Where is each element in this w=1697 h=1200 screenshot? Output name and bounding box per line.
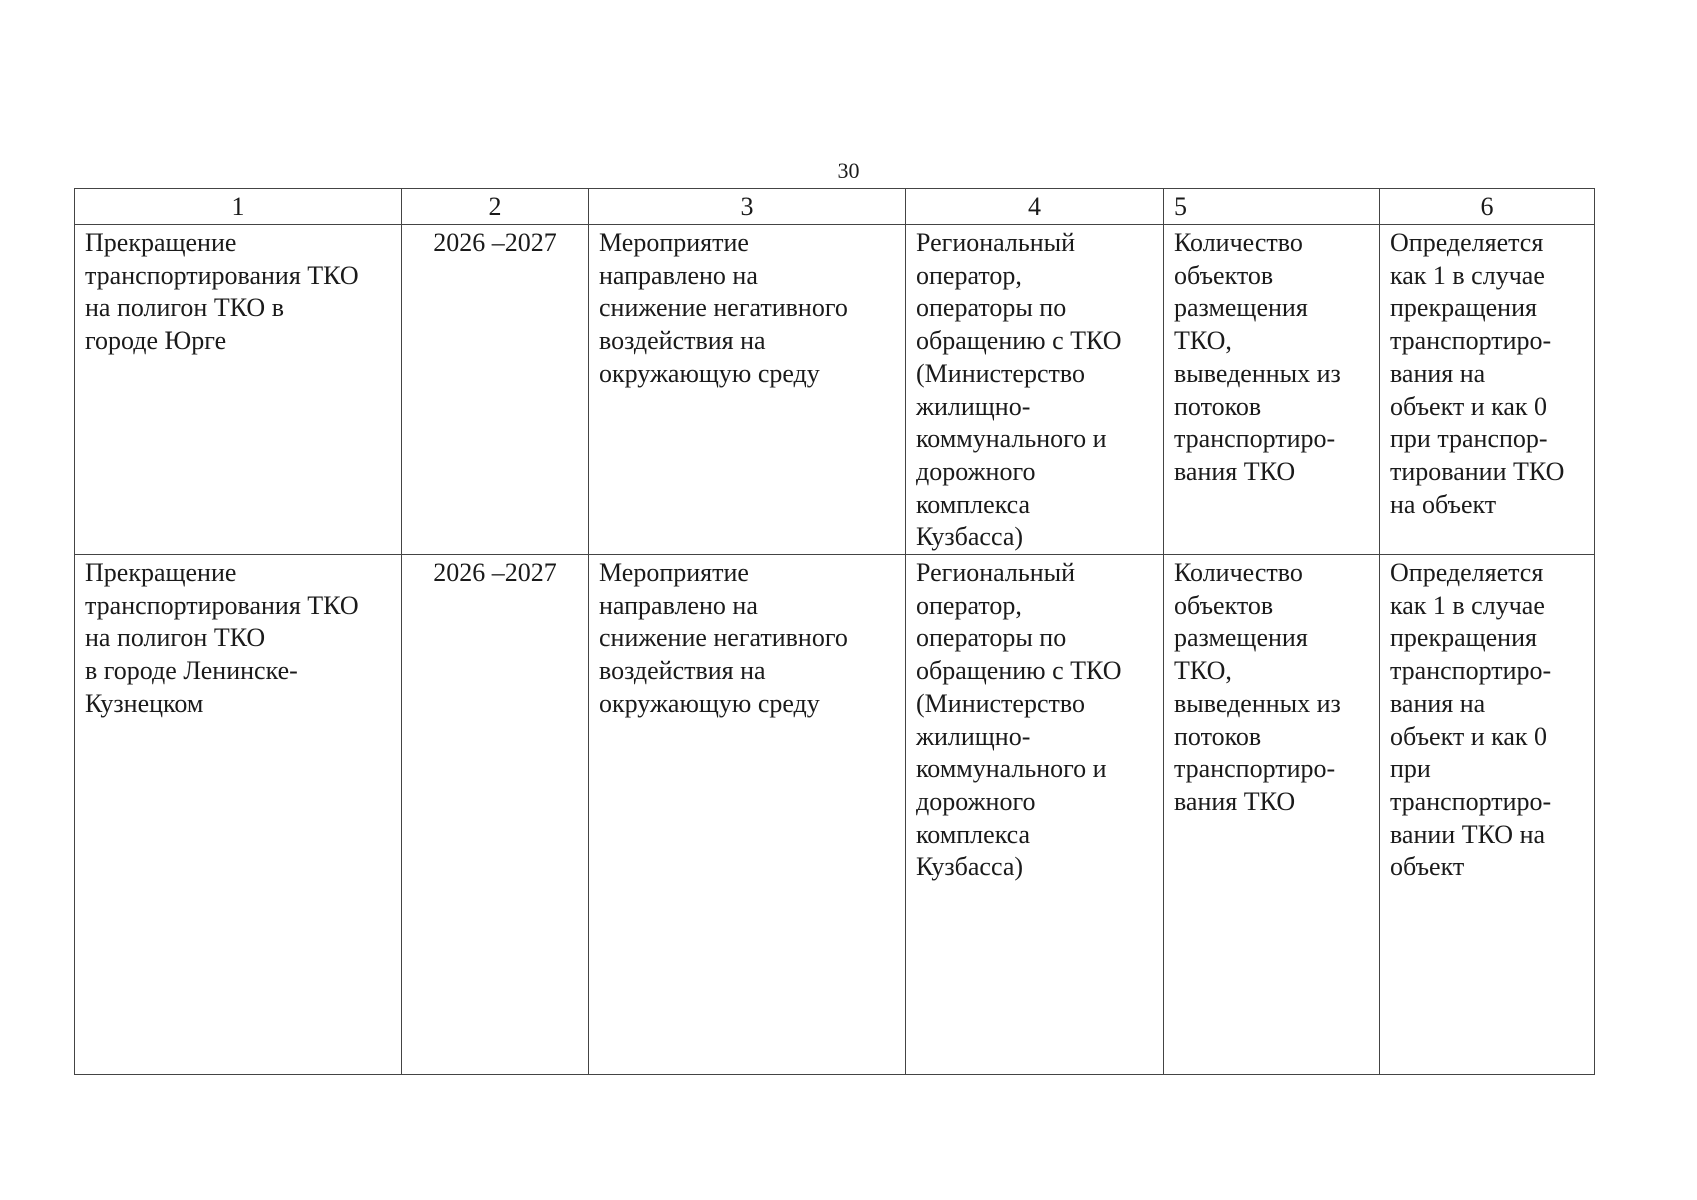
period-cell: 2026 –2027 bbox=[402, 555, 589, 1075]
column-number-row bbox=[75, 189, 1595, 225]
column-number-cell: 2 bbox=[402, 189, 589, 225]
calculation-cell: Определяется как 1 в случае прекращения транспортиро- вания на объект и как 0 при транспор- тировании ТКО на объект bbox=[1380, 225, 1595, 555]
column-number-cell: 3 bbox=[589, 189, 906, 225]
calculation-cell: Определяется как 1 в случае прекращения транспортиро- вания на объект и как 0 при транспортиро- вании ТКО на объект bbox=[1380, 555, 1595, 1075]
column-number-cell: 6 bbox=[1380, 189, 1595, 225]
indicator-cell: Количество объектов размещения ТКО, выведенных из потоков транспортиро- вания ТКО bbox=[1164, 225, 1380, 555]
period-cell: 2026 –2027 bbox=[402, 225, 589, 555]
event-cell: Прекращение транспортирования ТКО на полигон ТКО в городе Юрге bbox=[75, 225, 402, 555]
table-row bbox=[75, 555, 1595, 1075]
event-cell: Прекращение транспортирования ТКО на полигон ТКО в городе Ленинске- Кузнецком bbox=[75, 555, 402, 1075]
responsible-cell: Региональный оператор, операторы по обращению с ТКО (Министерство жилищно- коммунального и дорожного комплекса Кузбасса) bbox=[906, 225, 1164, 555]
column-number-cell: 4 bbox=[906, 189, 1164, 225]
table-row bbox=[75, 225, 1595, 555]
column-number-cell: 1 bbox=[75, 189, 402, 225]
responsible-cell: Региональный оператор, операторы по обращению с ТКО (Министерство жилищно- коммунального и дорожного комплекса Кузбасса) bbox=[906, 555, 1164, 1075]
indicator-cell: Количество объектов размещения ТКО, выведенных из потоков транспортиро- вания ТКО bbox=[1164, 555, 1380, 1075]
events-table bbox=[74, 188, 1595, 1075]
column-number-cell: 5 bbox=[1164, 189, 1380, 225]
description-cell: Мероприятие направлено на снижение негативного воздействия на окружающую среду bbox=[589, 555, 906, 1075]
page-number: 30 bbox=[837, 158, 860, 183]
description-cell: Мероприятие направлено на снижение негативного воздействия на окружающую среду bbox=[589, 225, 906, 555]
